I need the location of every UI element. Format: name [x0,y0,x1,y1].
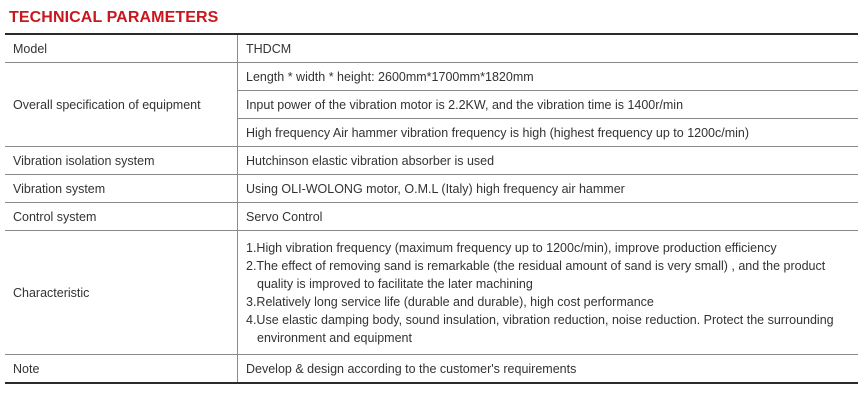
row-value: High frequency Air hammer vibration frequency is high (highest frequency up to 1200c/min) [238,119,859,147]
characteristic-line: 1.High vibration frequency (maximum frequency up to 1200c/min), improve production efficiency [246,240,777,255]
table-row-control [5,203,858,231]
parameters-table [5,33,858,384]
table-row-vibration [5,175,858,203]
characteristic-line: quality is improved to facilitate the later machining [257,276,533,291]
row-value: Input power of the vibration motor is 2.2KW, and the vibration time is 1400r/min [238,91,859,119]
row-value-list [238,231,859,355]
characteristic-line: environment and equipment [257,330,412,345]
characteristic-line: 4.Use elastic damping body, sound insulation, vibration reduction, noise reduction. Protect the surrounding [246,312,834,327]
row-label: Note [5,355,238,384]
row-label: Model [5,34,238,63]
table-row-note [5,355,858,384]
row-label: Characteristic [5,231,238,355]
row-value: Develop & design according to the customer's requirements [238,355,859,384]
row-value: THDCM [238,34,859,63]
section-title: TECHNICAL PARAMETERS [9,9,219,26]
table-row-characteristic [5,231,858,355]
table-row-isolation [5,147,858,175]
characteristic-line: 2.The effect of removing sand is remarkable (the residual amount of sand is very small) , and the product [246,258,826,273]
row-label: Overall specification of equipment [5,63,238,147]
row-value: Servo Control [238,203,859,231]
row-label: Control system [5,203,238,231]
row-value: Hutchinson elastic vibration absorber is used [238,147,859,175]
row-value: Length * width * height: 2600mm*1700mm*1820mm [238,63,859,91]
row-value: Using OLI-WOLONG motor, O.M.L (Italy) high frequency air hammer [238,175,859,203]
characteristic-line: 3.Relatively long service life (durable and durable), high cost performance [246,294,654,309]
table-row-overall-1 [5,63,858,91]
table-row-model [5,34,858,63]
row-label: Vibration isolation system [5,147,238,175]
row-label: Vibration system [5,175,238,203]
